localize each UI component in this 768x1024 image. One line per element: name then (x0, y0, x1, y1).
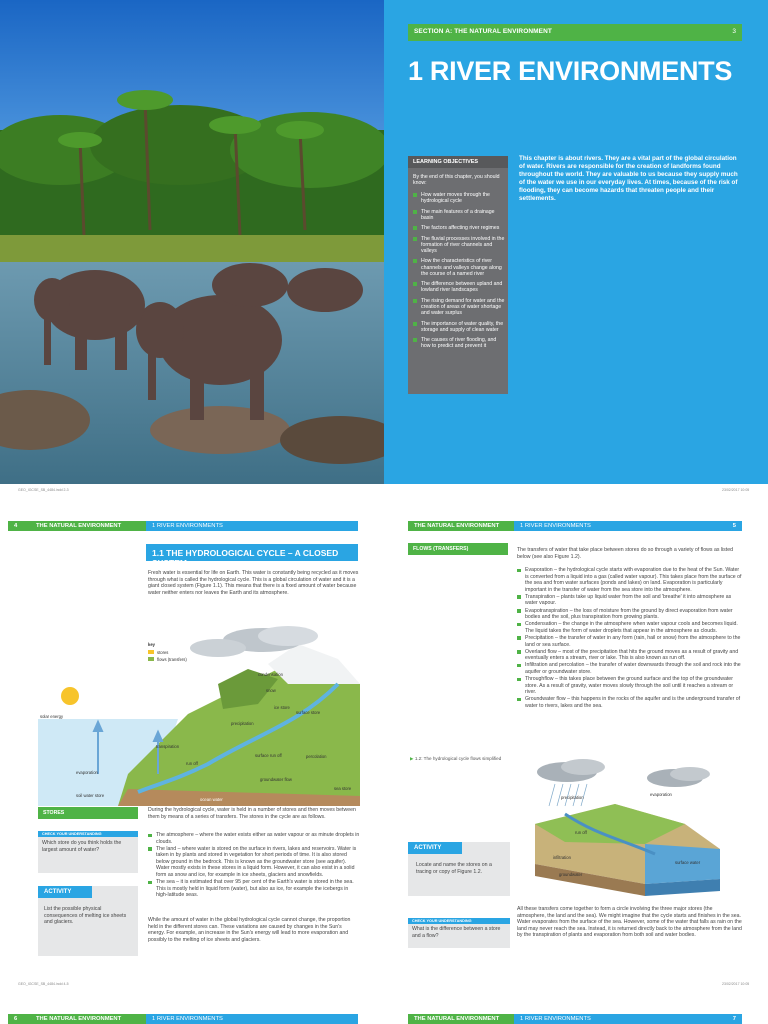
label-ice-store: ice store (274, 705, 290, 710)
running-chapter-right: 1 RIVER ENVIRONMENTS (520, 1016, 591, 1022)
stores-list (148, 832, 360, 899)
label-surface-store: surface store (296, 710, 321, 715)
chapter-intro-paragraph: This chapter is about rivers. They are a vital part of the global circulation of water. Rivers are responsible for the creation of landforms found throughout the world. They are valuable to us because they supply much of the water we use in our everyday lives. At times, because of the risk of flooding, they can become hazards that threaten people and their settlements. (519, 155, 738, 202)
label-percolation: percolation (306, 754, 327, 759)
key-flows-swatch (148, 657, 154, 661)
label-snow: snow (266, 688, 276, 693)
flow-item: Evapotranspiration – the loss of moisture from the ground by direct evaporation from water bodies and the soil, plus transpiration from growing plants. (517, 608, 742, 621)
running-header-right-section (408, 521, 514, 531)
key-flows: flows (transfers) (157, 657, 187, 662)
fig2-label-run-off: run off (575, 830, 587, 835)
objective-item: How water moves through the hydrological cycle (413, 192, 505, 204)
page-number-right: 7 (732, 1016, 736, 1022)
caption-triangle-icon: ▶ (410, 756, 415, 761)
learning-objectives-list (413, 192, 505, 354)
key-title: key (148, 642, 155, 647)
running-header-left-section (8, 521, 146, 531)
fig2-label-evaporation: evaporation (650, 792, 672, 797)
key-stores: stores (157, 650, 169, 655)
running-chapter-right: 1 RIVER ENVIRONMENTS (520, 523, 591, 529)
objective-item: The fluvial processes involved in the formation of river channels and valleys (413, 236, 505, 255)
stores-intro: During the hydrological cycle, water is held in a number of stores and then moves between them by means of a series of transfers. The stores in the cycle are as follows. (148, 807, 356, 820)
check-understanding-question-left: Which store do you think holds the largest amount of water? (42, 840, 122, 853)
page-number-left: 4 (14, 523, 18, 529)
activity-text-right: Locate and name the stores on a tracing or copy of Figure 1.2. (416, 862, 492, 875)
check-understanding-heading-left-text: CHECK YOUR UNDERSTANDING (42, 832, 102, 836)
objective-item: The difference between upland and lowland river landscapes (413, 281, 505, 293)
objective-item: The causes of river flooding, and how to predict and prevent it (413, 337, 505, 349)
fig2-label-surface-water: surface water (675, 860, 701, 865)
running-section-right: THE NATURAL ENVIRONMENT (414, 1016, 500, 1022)
flows-closing: All these transfers come together to form a circle involving the three major stores (the atmosphere, the land and the sea). We might imagine that the cycle starts and finishes in the sea. Water evaporates from the surface of the sea. However, some of the water that falls as rain on the land may never reach the sea. Instead, it is returned directly back to the atmosphere from the land by the transpiration of plants and evaporation from both soil and water bodies. (517, 906, 742, 939)
learning-objectives-heading-text: LEARNING OBJECTIVES (413, 159, 479, 165)
hydrological-flows-diagram (525, 754, 725, 896)
page-number-left: 6 (14, 1016, 18, 1022)
store-item: The sea – it is estimated that over 95 per cent of the Earth's water is stored in the sea. This is mostly held in liquid form (water), but also as ice, for example the icebergs in high-latitude seas. (148, 879, 360, 899)
flow-item: Infiltration and percolation – the transfer of water downwards through the soil and rock into the aquifer or groundwater store. (517, 662, 742, 675)
objective-item: The importance of water quality, the storage and supply of clean water (413, 321, 505, 333)
store-item: The land – where water is stored on the surface in rivers, lakes and reservoirs. Water is taken in by plants and stored in vegetation for short periods of time. It is also stored below ground in the bedrock. This is known as the groundwater store (see aquifer). Water mostly exists in these stores in a liquid form. However, it can also exist in a solid form as snow and ice, for example in ice sheets, glaciers and snowfields. (148, 846, 360, 879)
figure-1-2-caption-text: 1.2: The hydrological cycle flows simplified (414, 756, 502, 761)
flows-list (517, 567, 742, 710)
fig2-label-infiltration: infiltration (553, 855, 571, 860)
print-slug-left: GEO_IGCSE_SB_4484.indd 4-5 (18, 982, 69, 986)
figure-1-2-caption (410, 756, 510, 762)
page-number-right: 5 (732, 523, 736, 529)
running-chapter-left: 1 RIVER ENVIRONMENTS (152, 1016, 223, 1022)
fig2-label-precipitation: precipitation (561, 795, 584, 800)
activity-heading-right (408, 842, 462, 854)
flow-item: Transpiration – plants take up liquid water from the soil and 'breathe' it into atmosphere as water vapour. (517, 594, 742, 607)
flows-heading-bar (408, 543, 508, 555)
hydrological-cycle-intro: Fresh water is essential for life on Earth. This water is constantly being recycled as it moves through what is called the hydrological cycle. This is a global circulation of water and it is a giant closed system (Figure 1.1). This means that there is a fixed amount of water because water neither enters nor leaves the Earth and its atmosphere. (148, 570, 359, 596)
check-understanding-heading-right-text: CHECK YOUR UNDERSTANDING (412, 919, 472, 923)
section-label: SECTION A: THE NATURAL ENVIRONMENT (414, 28, 552, 35)
objective-item: The main features of a drainage basin (413, 209, 505, 221)
flow-item: Groundwater flow – this happens in the rocks of the aquifer and is the underground transfer of water to rivers, lakes and the sea. (517, 696, 742, 709)
running-section-left: THE NATURAL ENVIRONMENT (36, 523, 122, 529)
label-groundwater-flow: groundwater flow (260, 777, 292, 782)
flow-item: Overland flow – most of the precipitation that hits the ground moves as a result of gravity and eventually enters a stream, river or lake. This is also known as run off. (517, 649, 742, 662)
label-precipitation: precipitation (231, 721, 254, 726)
section-bar (408, 24, 742, 41)
section-title: 1.1 THE HYDROLOGICAL CYCLE – A CLOSED SYSTEM (152, 548, 339, 568)
label-surface-run-off: surface run off (255, 753, 282, 758)
check-understanding-question-right: What is the difference between a store and a flow? (412, 926, 501, 939)
check-understanding-heading-left (38, 831, 138, 837)
learning-objectives-intro: By the end of this chapter, you should know: (413, 174, 500, 187)
running-header-right-chapter (514, 521, 742, 531)
running-header-left-chapter (146, 1014, 358, 1024)
objective-item: How the characteristics of river channels and valleys change along the course of a named river (413, 258, 505, 277)
hydrological-cycle-diagram (38, 624, 360, 806)
spread-pages-6-7 (0, 1010, 768, 1024)
label-solar-energy: solar energy (40, 714, 64, 719)
objective-item: The factors affecting river regimes (413, 225, 505, 231)
running-chapter-left: 1 RIVER ENVIRONMENTS (152, 523, 223, 529)
label-transpiration: transpiration (156, 744, 180, 749)
running-header-right-section (408, 1014, 514, 1024)
flow-item: Condensation – the change in the atmosphere when water vapour cools and becomes liquid. The liquid takes the form of water droplets that appear in the atmosphere as clouds. (517, 621, 742, 634)
print-slug-right: 23/02/2017 10:05 (722, 982, 750, 986)
spread-pages-4-5 (0, 512, 768, 1012)
running-section-left: THE NATURAL ENVIRONMENT (36, 1016, 122, 1022)
running-header-left-section (8, 1014, 146, 1024)
chapter-title: 1 RIVER ENVIRONMENTS (408, 56, 733, 86)
key-stores-swatch (148, 650, 154, 654)
flow-item: Evaporation – the hydrological cycle starts with evaporation due to the heat of the Sun. Water is converted from a liquid into a gas (called water vapour). This takes place from the surface of the sea and from water surfaces (ponds and lakes) on land. Evaporation is particularly important in the transfer of water from the sea store into the atmosphere. (517, 567, 742, 593)
label-soil-water-store: soil water store (76, 793, 105, 798)
label-ocean-water: ocean water (200, 797, 223, 802)
label-sea-store: sea store (334, 786, 352, 791)
stores-heading-bar (38, 807, 138, 819)
stores-heading: STORES (43, 810, 65, 816)
learning-objectives-heading (408, 156, 508, 168)
fig2-label-groundwater: groundwater (559, 872, 583, 877)
objective-item: The rising demand for water and the creation of areas of water shortage and water surplus (413, 298, 505, 317)
activity-heading-left-text: ACTIVITY (44, 889, 72, 895)
page-number: 3 (732, 28, 736, 35)
label-condensation: condensation (258, 672, 283, 677)
activity-heading-right-text: ACTIVITY (414, 845, 442, 851)
flow-item: Throughflow – this takes place between the ground surface and the top of the groundwater store. As a result of gravity, water moves slowly through the soil until it reaches a stream or river. (517, 676, 742, 696)
check-understanding-heading-right (408, 918, 510, 924)
flows-intro: The transfers of water that take place between stores do so through a variety of flows as listed below (see also Figure 1.2). (517, 547, 733, 560)
activity-heading-left (38, 886, 92, 898)
elephants-river-illustration (0, 0, 384, 484)
running-header-right-chapter (514, 1014, 742, 1024)
stores-closing: While the amount of water in the global hydrological cycle cannot change, the proportion held in the different stores can. These variations are caused by changes in the Sun's energy. For example, an increase in the Sun's energy will lead to more evaporation and possibly to the melting of ice sheets and glaciers. (148, 917, 351, 943)
spread-pages-2-3 (0, 0, 768, 500)
flows-heading: FLOWS (TRANSFERS) (413, 546, 469, 552)
elephants-river-photo (0, 0, 384, 484)
label-run-off: run off (186, 761, 198, 766)
print-slug-right: 23/02/2017 10:05 (722, 488, 750, 492)
store-item: The atmosphere – where the water exists either as water vapour or as minute droplets in clouds. (148, 832, 360, 845)
print-slug-left: GEO_IGCSE_SB_4484.indd 2-3 (18, 488, 69, 492)
section-title-bar (146, 544, 358, 568)
activity-text-left: List the possible physical consequences of melting ice sheets and glaciers. (44, 906, 127, 926)
running-section-right: THE NATURAL ENVIRONMENT (414, 523, 500, 529)
label-evaporation: evaporation (76, 770, 98, 775)
flow-item: Precipitation – the transfer of water in any form (rain, hail or snow) from the atmosphere to the land or sea surface. (517, 635, 742, 648)
running-header-left-chapter (146, 521, 358, 531)
